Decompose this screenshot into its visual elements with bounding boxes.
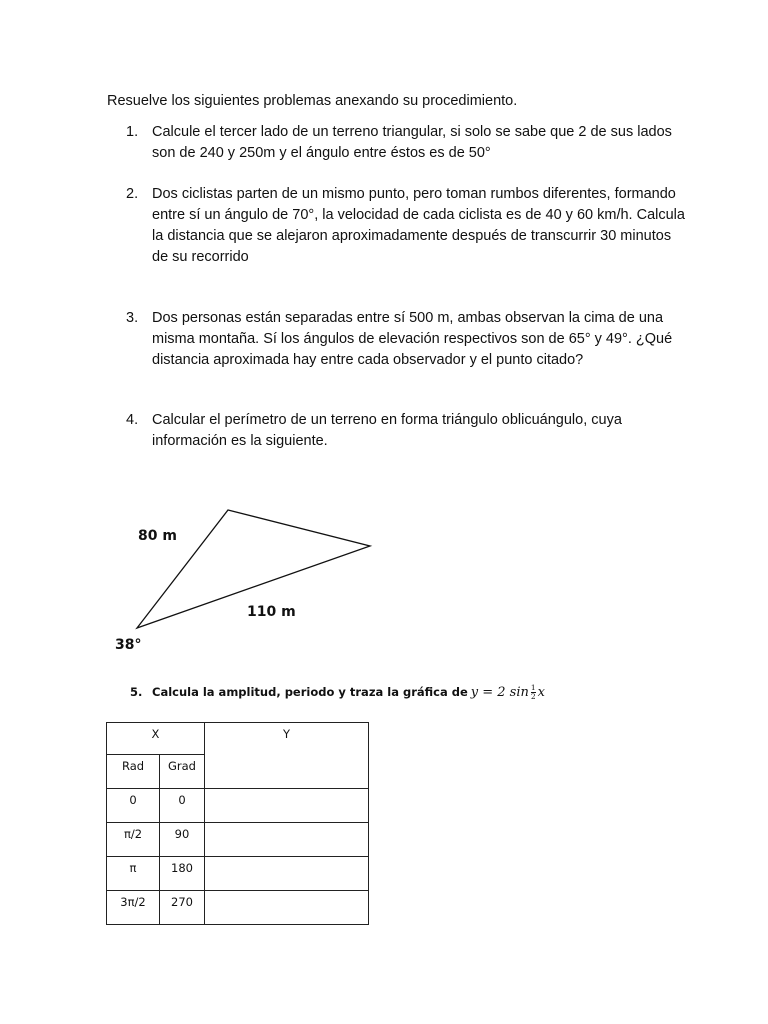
table-header-row	[107, 723, 369, 755]
cell-grad: 270	[160, 891, 205, 925]
formula-lhs: y = 2 sin	[470, 685, 529, 700]
problem-5	[130, 684, 545, 701]
problem-text: Dos personas están separadas entre sí 500 m, ambas observan la cima de una misma montaña. Sí los ángulos de elevación respectivos son de 65° y 49°. ¿Qué distancia aproximada hay entre cada observador y el punto citado?	[152, 310, 673, 368]
problem-number: 4.	[126, 412, 139, 428]
problem-2	[126, 184, 686, 268]
fraction-denominator: 2	[530, 692, 536, 701]
header-x: X	[107, 723, 205, 755]
problem-text: Calcule el tercer lado de un terreno triangular, si solo se sabe que 2 de sus lados son de 240 y 250m y el ángulo entre éstos es de 50°	[152, 124, 672, 161]
header-y: Y	[205, 723, 369, 789]
cell-y[interactable]	[205, 891, 369, 925]
side-label-110m: 110 m	[247, 604, 296, 620]
problem-number: 1.	[126, 124, 139, 140]
problem-3	[126, 308, 686, 371]
table-row	[107, 857, 369, 891]
problem-1	[126, 122, 686, 164]
cell-y[interactable]	[205, 823, 369, 857]
instructions-heading: Resuelve los siguientes problemas anexando su procedimiento.	[107, 93, 518, 109]
problem-number: 2.	[126, 186, 139, 202]
side-label-80m: 80 m	[138, 528, 177, 544]
problem-text: Calcular el perímetro de un terreno en forma triángulo oblicuángulo, cuya información es la siguiente.	[152, 412, 622, 449]
formula-variable: x	[537, 685, 546, 700]
values-table	[106, 722, 369, 925]
fraction	[531, 684, 536, 701]
problem-text: Calcula la amplitud, periodo y traza la gráfica de	[152, 685, 468, 699]
fraction-numerator: 1	[530, 683, 536, 692]
table-row	[107, 891, 369, 925]
cell-grad: 90	[160, 823, 205, 857]
cell-rad: π	[107, 857, 160, 891]
subheader-rad: Rad	[107, 755, 160, 789]
cell-y[interactable]	[205, 789, 369, 823]
subheader-grad: Grad	[160, 755, 205, 789]
cell-grad: 0	[160, 789, 205, 823]
cell-rad: 3π/2	[107, 891, 160, 925]
table-row	[107, 823, 369, 857]
cell-grad: 180	[160, 857, 205, 891]
cell-y[interactable]	[205, 857, 369, 891]
formula	[471, 684, 545, 701]
cell-rad: π/2	[107, 823, 160, 857]
problem-4	[126, 410, 686, 452]
table-row	[107, 789, 369, 823]
angle-label-38deg: 38°	[115, 637, 142, 653]
problem-text: Dos ciclistas parten de un mismo punto, pero toman rumbos diferentes, formando entre sí un ángulo de 70°, la velocidad de cada ciclista es de 40 y 60 km/h. Calcula la distancia que se alejaron aproximadamente después de transcurrir 30 minutos de su recorrido	[152, 186, 685, 265]
problem-number: 3.	[126, 310, 139, 326]
problem-number: 5.	[130, 685, 143, 699]
cell-rad: 0	[107, 789, 160, 823]
